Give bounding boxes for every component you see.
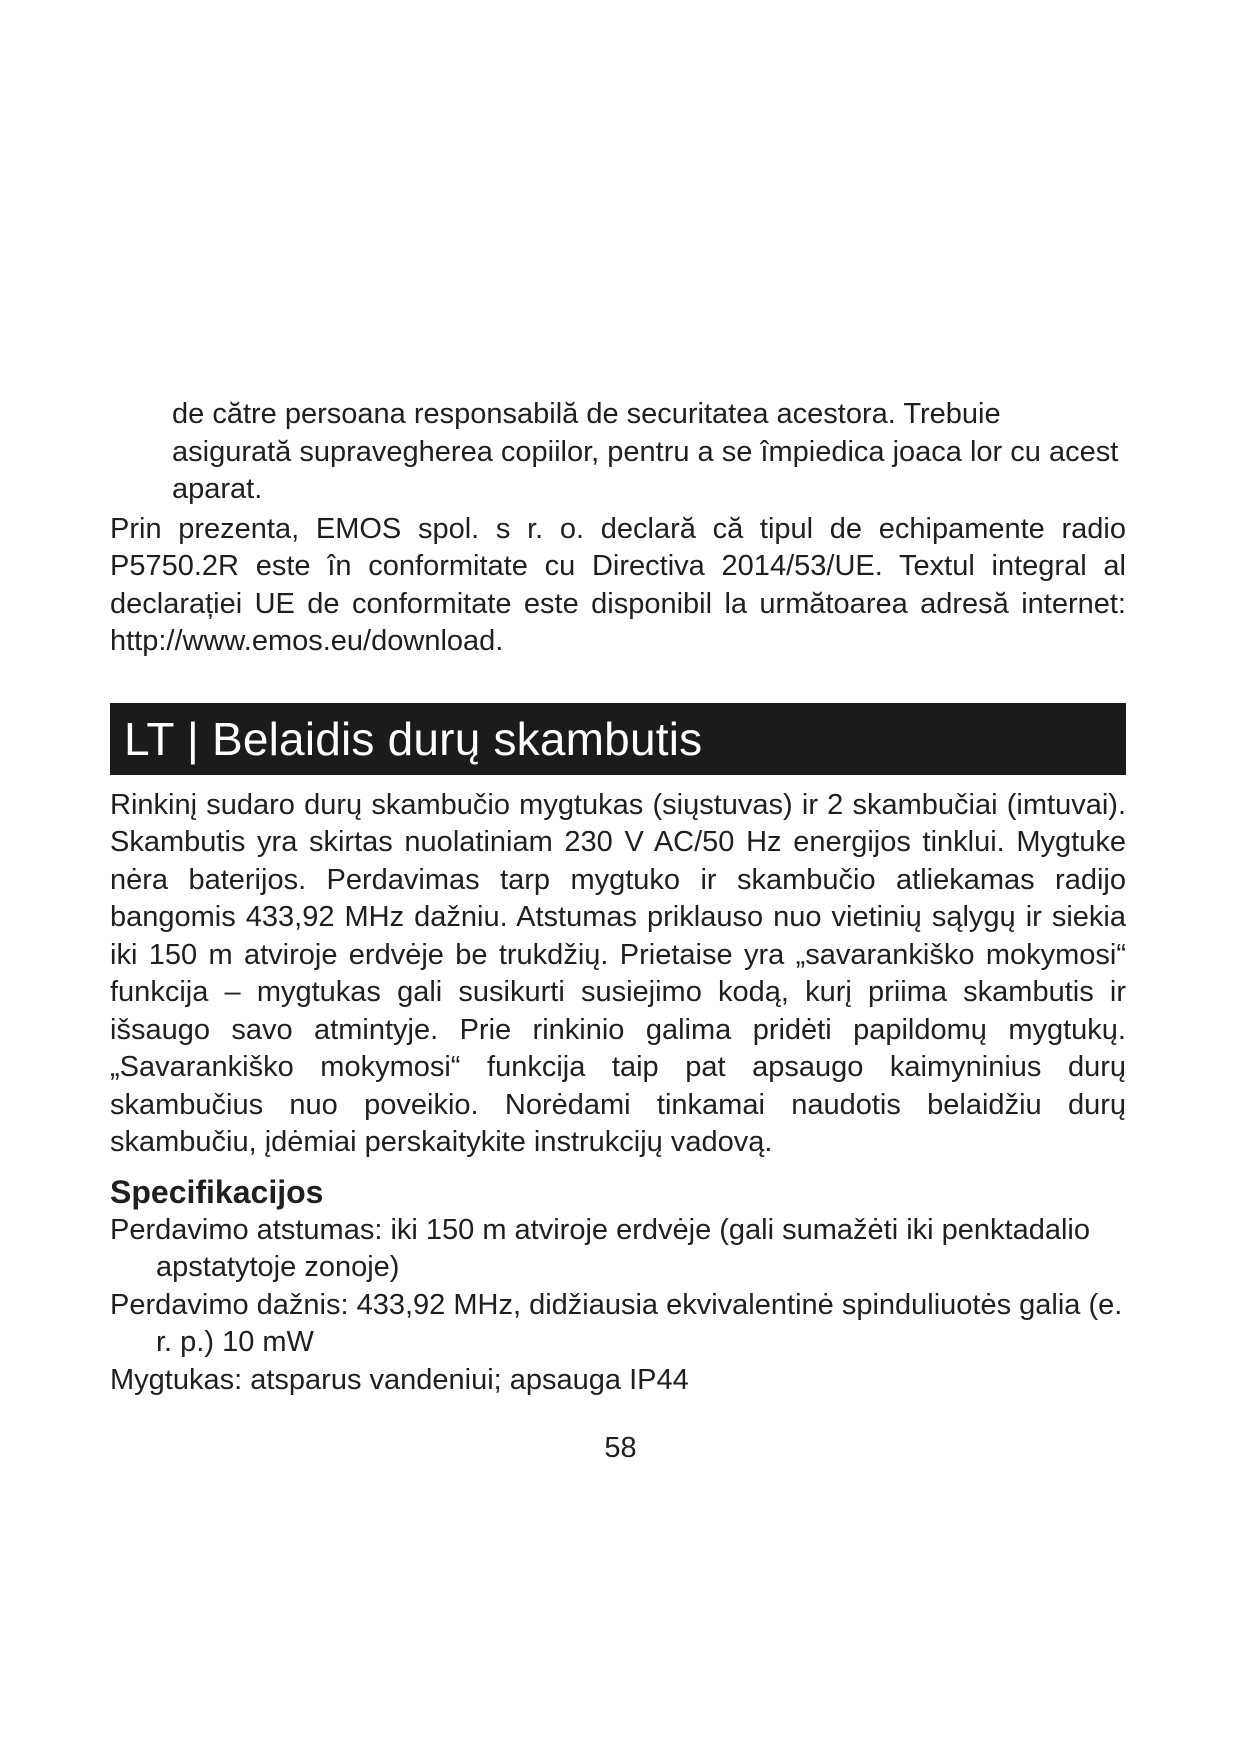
- conformity-declaration: Prin prezenta, EMOS spol. s r. o. declară că tipul de echipamente radio P5750.2R este în conformitate cu Directiva 2014/53/UE. Textul integral al declarației UE de conformitate este disponibil la următoarea adresă internet: http://www.emos.eu/download.: [110, 512, 1126, 657]
- spec-item-button: Mygtukas: atsparus vandeniui; apsauga IP44: [110, 1363, 689, 1396]
- intro-paragraph: Rinkinį sudaro durų skambučio mygtukas (siųstuvas) ir 2 skambučiai (imtuvai). Skambutis yra skirtas nuolatiniam 230 V AC/50 Hz energijos tinklui. Mygtuke nėra baterijos. Perdavimas tarp mygtuko ir skambučio atliekamas radijo bangomis 433,92 MHz dažniu. Atstumas priklauso nuo vietinių sąlygų ir siekia iki 150 m atviroje erdvėje be trukdžių. Prietaise yra „savarankiško mokymosi“ funkcija – mygtukas gali susikurti susiejimo kodą, kurį priima skambutis ir išsaugo savo atmintyje. Prie rinkinio galima pridėti papildomų mygtukų. „Savarankiško mokymosi“ funkcija taip pat apsaugo kaimyninius durų skambučius nuo poveikio. Norėdami tinkamai naudotis belaidžiu durų skambučiu, įdėmiai perskaitykite instrukcijų vadovą.: [110, 788, 1126, 1158]
- section-header-bar: [110, 703, 1126, 775]
- spec-item-range: Perdavimo atstumas: iki 150 m atviroje erdvėje (gali sumažėti iki penktadalio apstatytoje zonoje): [110, 1213, 1090, 1283]
- spec-heading: Specifikacijos: [110, 1173, 324, 1210]
- spec-item-frequency: Perdavimo dažnis: 433,92 MHz, didžiausia ekvivalentinė spinduliuotės galia (e. r. p.) 10 mW: [110, 1288, 1123, 1358]
- page-content: [110, 396, 1126, 1399]
- continuation-paragraph: de către persoana responsabilă de securitatea acestora. Trebuie asigurată supravegherea copiilor, pentru a se împiedica joaca lor cu acest aparat.: [172, 398, 1119, 505]
- page-number: 58: [604, 1432, 637, 1464]
- section-title: LT | Belaidis durų skambutis: [124, 712, 703, 765]
